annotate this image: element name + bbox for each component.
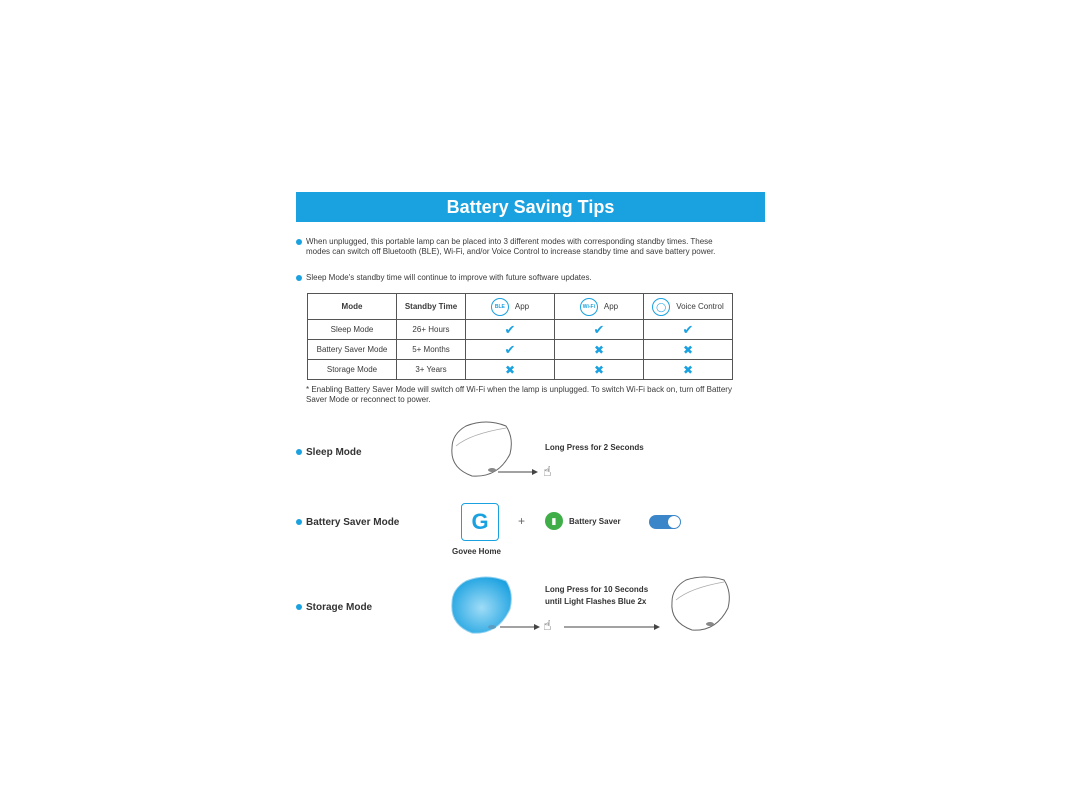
battery-saver-toggle[interactable]: [649, 515, 681, 529]
bullet-sleep-note: [296, 273, 726, 283]
table-header-row: [308, 294, 733, 320]
press-hand-icon: ☝: [543, 463, 552, 479]
battery-saver-mode-label: [296, 517, 399, 528]
arrow-icon: [500, 624, 540, 630]
govee-app-icon: G: [461, 503, 499, 541]
press-hand-icon: ☝: [543, 617, 552, 633]
battery-saver-label: Battery Saver: [569, 517, 621, 526]
sleep-caption: Long Press for 2 Seconds: [545, 443, 644, 452]
header-wifi-label: App: [603, 301, 619, 311]
battery-saver-mode-text: Battery Saver Mode: [306, 517, 400, 528]
check-icon: ✔: [644, 320, 733, 340]
bullet-sleep-note-text: Sleep Mode's standby time will continue to improve with future software updates.: [306, 273, 592, 282]
bullet-intro-text: When unplugged, this portable lamp can be placed into 3 different modes with corresponding standby times. These modes can switch off Bluetooth (BLE), Wi-Fi, and/or Voice Control to increase standby time and save battery power.: [306, 237, 716, 256]
sleep-mode-label: [296, 447, 362, 458]
cross-icon: ✖: [555, 360, 644, 380]
storage-caption-line1: Long Press for 10 Seconds: [545, 585, 649, 594]
header-voice: [644, 294, 733, 320]
footnote: * Enabling Battery Saver Mode will switch off Wi-Fi when the lamp is unplugged. To switch Wi-Fi back on, turn off Battery Saver Mode or reconnect to power.: [306, 385, 732, 404]
row-mode: Battery Saver Mode: [308, 340, 397, 360]
govee-home-label: Govee Home: [452, 547, 501, 556]
bullet-dot: [296, 275, 302, 281]
table-row: [308, 340, 733, 360]
toggle-knob: [668, 516, 680, 528]
header-ble-app: [466, 294, 555, 320]
header-wifi-app: [555, 294, 644, 320]
battery-saver-icon: ▮: [545, 512, 563, 530]
plus-icon: +: [518, 514, 526, 528]
table-row: [308, 360, 733, 380]
storage-mode-label: [296, 602, 372, 613]
bullet-intro: [296, 237, 726, 257]
check-icon: ✔: [466, 340, 555, 360]
row-mode: Storage Mode: [308, 360, 397, 380]
storage-caption: [545, 584, 648, 608]
header-standby: Standby Time: [397, 294, 466, 320]
sleep-mode-text: Sleep Mode: [306, 447, 362, 458]
header-ble-label: App: [514, 301, 530, 311]
check-icon: ✔: [555, 320, 644, 340]
storage-mode-text: Storage Mode: [306, 602, 373, 613]
lamp-icon: [668, 576, 734, 636]
bullet-dot: [296, 449, 302, 455]
cross-icon: ✖: [466, 360, 555, 380]
table-row: [308, 320, 733, 340]
arrow-icon: [498, 469, 538, 475]
row-mode: Sleep Mode: [308, 320, 397, 340]
check-icon: ✔: [466, 320, 555, 340]
header-mode: Mode: [308, 294, 397, 320]
arrow-icon: [564, 624, 660, 630]
row-standby: 3+ Years: [397, 360, 466, 380]
bullet-dot: [296, 239, 302, 245]
standby-table: [307, 293, 733, 380]
cross-icon: ✖: [555, 340, 644, 360]
storage-caption-line2: until Light Flashes Blue 2x: [545, 597, 647, 606]
voice-control-icon: ◯: [652, 298, 670, 316]
header-voice-label: Voice Control: [676, 301, 724, 311]
bullet-dot: [296, 519, 302, 525]
page-title: Battery Saving Tips: [296, 192, 765, 222]
row-standby: 5+ Months: [397, 340, 466, 360]
bullet-dot: [296, 604, 302, 610]
cross-icon: ✖: [644, 360, 733, 380]
cross-icon: ✖: [644, 340, 733, 360]
ble-icon: BLE: [491, 298, 509, 316]
wifi-icon: Wi-Fi: [580, 298, 598, 316]
row-standby: 26+ Hours: [397, 320, 466, 340]
